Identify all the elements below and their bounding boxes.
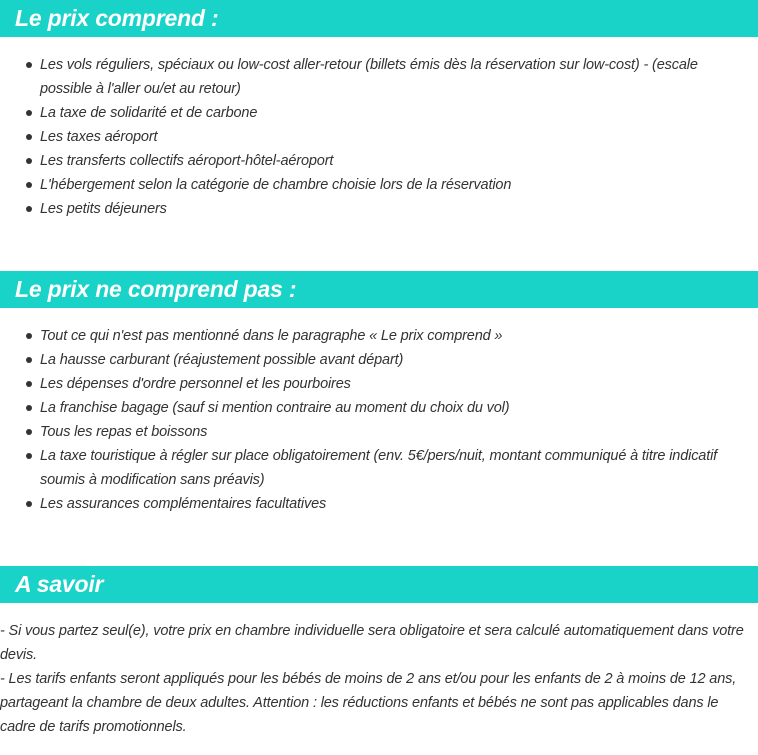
bullet-icon (26, 158, 32, 164)
list-item: Les vols réguliers, spéciaux ou low-cost aller-retour (billets émis dès la réservation sur low-cost) - (escale possible à l'aller ou/et au retour) (0, 53, 758, 101)
info-paragraph: - Si vous partez seul(e), votre prix en chambre individuelle sera obligatoire et sera calculé automatiquement dans votre devis. (0, 623, 744, 663)
bullet-icon (26, 182, 32, 188)
list-item: Tous les repas et boissons (0, 420, 758, 444)
bullet-icon (26, 206, 32, 212)
excluded-list (0, 324, 758, 516)
info-paragraph: - Les tarifs enfants seront appliqués pour les bébés de moins de 2 ans et/ou pour les enfants de 2 à moins de 12 ans, partageant la chambre de deux adultes. Attention : les réductions enfants et bébés ne sont pas applicables dans le cadre de tarifs promotionnels. (0, 671, 737, 735)
bullet-icon (26, 110, 32, 116)
list-item: Les dépenses d'ordre personnel et les pourboires (0, 372, 758, 396)
bullet-icon (26, 453, 32, 459)
list-item: Les transferts collectifs aéroport-hôtel-aéroport (0, 149, 758, 173)
list-item: Tout ce qui n'est pas mentionné dans le paragraphe « Le prix comprend » (0, 324, 758, 348)
list-item: Les assurances complémentaires facultatives (0, 492, 758, 516)
section-title-info: A savoir (15, 571, 104, 597)
bullet-icon (26, 62, 32, 68)
list-item: Les taxes aéroport (0, 125, 758, 149)
bullet-icon (26, 357, 32, 363)
list-item: L'hébergement selon la catégorie de chambre choisie lors de la réservation (0, 173, 758, 197)
list-item: La taxe touristique à régler sur place obligatoirement (env. 5€/pers/nuit, montant communiqué à titre indicatif soumis à modification sans préavis) (0, 444, 758, 492)
bullet-icon (26, 405, 32, 411)
list-item: La franchise bagage (sauf si mention contraire au moment du choix du vol) (0, 396, 758, 420)
list-item: La hausse carburant (réajustement possible avant départ) (0, 348, 758, 372)
bullet-icon (26, 333, 32, 339)
bullet-icon (26, 429, 32, 435)
bullet-icon (26, 381, 32, 387)
list-item: Les petits déjeuners (0, 197, 758, 221)
bullet-icon (26, 134, 32, 140)
section-title-included: Le prix comprend : (15, 5, 219, 31)
info-notes (0, 619, 758, 739)
bullet-icon (26, 501, 32, 507)
section-title-excluded: Le prix ne comprend pas : (15, 276, 297, 302)
section-header-included (0, 0, 758, 37)
included-list (0, 53, 758, 221)
section-header-excluded (0, 271, 758, 308)
section-header-info (0, 566, 758, 603)
list-item: La taxe de solidarité et de carbone (0, 101, 758, 125)
